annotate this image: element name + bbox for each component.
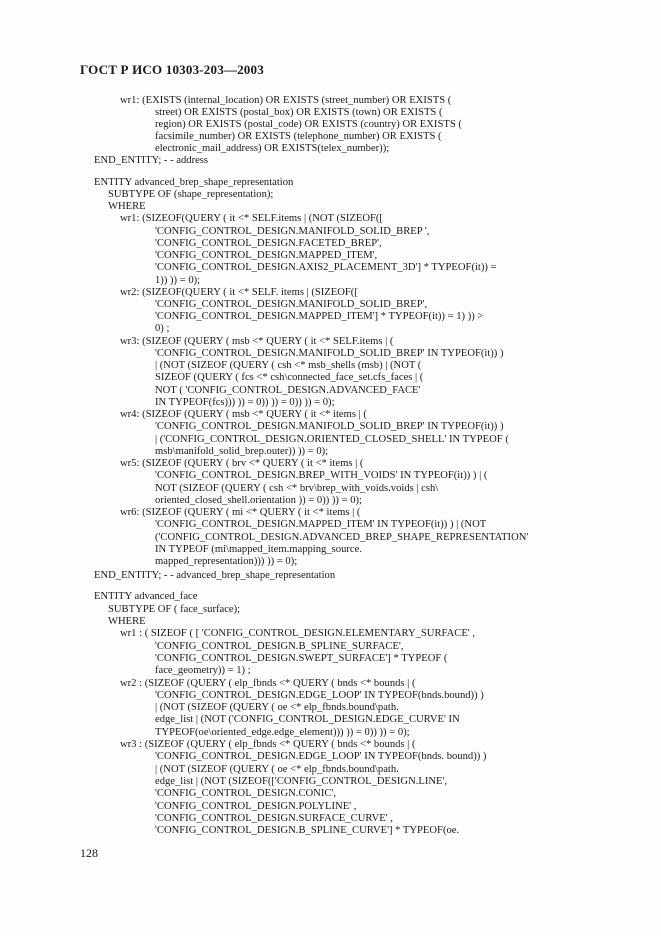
code-line: 'CONFIG_CONTROL_DESIGN.FACETED_BREP',: [155, 238, 382, 249]
page-header: ГОСТ Р ИСО 10303-203—2003: [80, 62, 264, 77]
code-line: edge_list | (NOT ('CONFIG_CONTROL_DESIGN.EDGE_CURVE' IN: [155, 714, 460, 725]
code-line: face_geometry)) = 1) ;: [155, 665, 251, 676]
code-line: END_ENTITY; - - address: [94, 155, 209, 166]
code-line: | (NOT (SIZEOF (QUERY ( oe <* elp_fbnds.bound\path.: [155, 702, 399, 713]
code-line: 'CONFIG_CONTROL_DESIGN.CONIC',: [155, 788, 336, 799]
code-line: region) OR EXISTS (postal_code) OR EXISTS (country) OR EXISTS (: [155, 119, 462, 130]
code-line: 'CONFIG_CONTROL_DESIGN.MAPPED_ITEM'] * TYPEOF(it)) = 1) )) >: [155, 311, 484, 322]
code-line: 'CONFIG_CONTROL_DESIGN.MAPPED_ITEM',: [155, 250, 378, 261]
page-number: 128: [80, 846, 98, 860]
code-line: IN TYPEOF (mi\mapped_item.mapping_source.: [155, 544, 362, 555]
code-line: | (NOT (SIZEOF (QUERY ( oe <* elp_fbnds.bound\path.: [155, 764, 399, 775]
code-line: 'CONFIG_CONTROL_DESIGN.SWEPT_SURFACE'] * TYPEOF (: [155, 653, 448, 664]
code-line: WHERE: [108, 201, 146, 212]
code-line: wr2 : (SIZEOF (QUERY ( elp_fbnds <* QUERY ( bnds <* bounds | (: [120, 678, 416, 689]
code-line: street) OR EXISTS (postal_box) OR EXISTS (town) OR EXISTS (: [155, 107, 443, 118]
code-line: NOT ( 'CONFIG_CONTROL_DESIGN.ADVANCED_FACE': [155, 385, 421, 396]
code-line: SIZEOF (QUERY ( fcs <* csh\connected_face_set.cfs_faces | (: [155, 372, 424, 383]
code-line: 'CONFIG_CONTROL_DESIGN.MAPPED_ITEM' IN TYPEOF(it)) ) | (NOT: [155, 519, 487, 530]
code-line: edge_list | (NOT (SIZEOF(['CONFIG_CONTROL_DESIGN.LINE',: [155, 776, 448, 787]
code-line: wr2: (SIZEOF(QUERY ( it <* SELF. items | (SIZEOF([: [120, 287, 358, 298]
code-line: ENTITY advanced_face: [94, 591, 198, 602]
code-line: TYPEOF(oe\oriented_edge.edge_element))) )) = 0)) )) = 0);: [155, 727, 410, 738]
code-line: END_ENTITY; - - advanced_brep_shape_representation: [94, 570, 336, 581]
code-line: 0) ;: [155, 323, 170, 334]
code-line: wr1: (SIZEOF(QUERY ( it <* SELF.items | (NOT (SIZEOF([: [120, 213, 383, 224]
code-line: mapped_representation))) )) = 0);: [155, 556, 298, 567]
code-line: wr6: (SIZEOF (QUERY ( mi <* QUERY ( it <* items | (: [120, 507, 361, 518]
code-line: | (NOT (SIZEOF (QUERY ( csh <* msb_shells (msb) | (NOT (: [155, 360, 422, 371]
code-line: wr3 : (SIZEOF (QUERY ( elp_fbnds <* QUERY ( bnds <* bounds | (: [120, 739, 416, 750]
code-line: NOT (SIZEOF (QUERY ( csh <* brv\brep_with_voids.voids | csh\: [155, 483, 439, 494]
code-line: 'CONFIG_CONTROL_DESIGN.POLYLINE' ,: [155, 801, 357, 812]
code-line: IN TYPEOF(fcs))) )) = 0)) )) = 0)) )) = 0);: [155, 397, 335, 408]
code-line: msb\manifold_solid_brep.outer)) )) = 0);: [155, 446, 329, 457]
code-line: 'CONFIG_CONTROL_DESIGN.SURFACE_CURVE' ,: [155, 813, 393, 824]
code-line: wr4: (SIZEOF (QUERY ( msb <* QUERY ( it <* items | (: [120, 409, 367, 420]
code-line: wr3: (SIZEOF (QUERY ( msb <* QUERY ( it <* SELF.items | (: [120, 336, 394, 347]
code-line: 'CONFIG_CONTROL_DESIGN.MANIFOLD_SOLID_BREP' IN TYPEOF(it)) ): [155, 421, 504, 432]
code-line: ('CONFIG_CONTROL_DESIGN.ADVANCED_BREP_SHAPE_REPRESENTATION': [155, 532, 529, 543]
code-line: 'CONFIG_CONTROL_DESIGN.AXIS2_PLACEMENT_3D'] * TYPEOF(it)) =: [155, 262, 497, 273]
code-line: WHERE: [108, 616, 146, 627]
code-line: wr5: (SIZEOF (QUERY ( brv <* QUERY ( it <* items | (: [120, 458, 364, 469]
code-line: 'CONFIG_CONTROL_DESIGN.BREP_WITH_VOIDS' IN TYPEOF(it)) ) | (: [155, 470, 488, 481]
code-line: 'CONFIG_CONTROL_DESIGN.MANIFOLD_SOLID_BREP' IN TYPEOF(it)) ): [155, 348, 504, 359]
code-line: wr1 : ( SIZEOF ( [ 'CONFIG_CONTROL_DESIGN.ELEMENTARY_SURFACE' ,: [120, 628, 476, 639]
code-line: | ('CONFIG_CONTROL_DESIGN.ORIENTED_CLOSED_SHELL' IN TYPEOF (: [155, 434, 509, 445]
code-line: 'CONFIG_CONTROL_DESIGN.B_SPLINE_SURFACE',: [155, 641, 404, 652]
code-line: 'CONFIG_CONTROL_DESIGN.EDGE_LOOP' IN TYPEOF(bnds. bound)) ): [155, 751, 487, 762]
code-line: electronic_mail_address) OR EXISTS(telex_number));: [155, 143, 390, 154]
code-line: oriented_closed_shell.orientation )) = 0)) )) = 0);: [155, 495, 362, 506]
code-line: SUBTYPE OF ( face_surface);: [108, 604, 241, 615]
code-line: ENTITY advanced_brep_shape_representation: [94, 177, 294, 188]
code-line: wr1: (EXISTS (internal_location) OR EXISTS (street_number) OR EXISTS (: [120, 95, 452, 106]
code-line: 'CONFIG_CONTROL_DESIGN.MANIFOLD_SOLID_BREP ',: [155, 226, 430, 237]
code-line: 'CONFIG_CONTROL_DESIGN.MANIFOLD_SOLID_BREP',: [155, 299, 428, 310]
code-line: 'CONFIG_CONTROL_DESIGN.EDGE_LOOP' IN TYPEOF(bnds.bound)) ): [155, 690, 484, 701]
code-line: SUBTYPE OF (shape_representation);: [108, 189, 274, 200]
code-line: facsimile_number) OR EXISTS (telephone_number) OR EXISTS (: [155, 131, 442, 142]
code-line: 'CONFIG_CONTROL_DESIGN.B_SPLINE_CURVE'] * TYPEOF(oe.: [155, 825, 460, 836]
code-line: 1)) )) = 0);: [155, 275, 201, 286]
